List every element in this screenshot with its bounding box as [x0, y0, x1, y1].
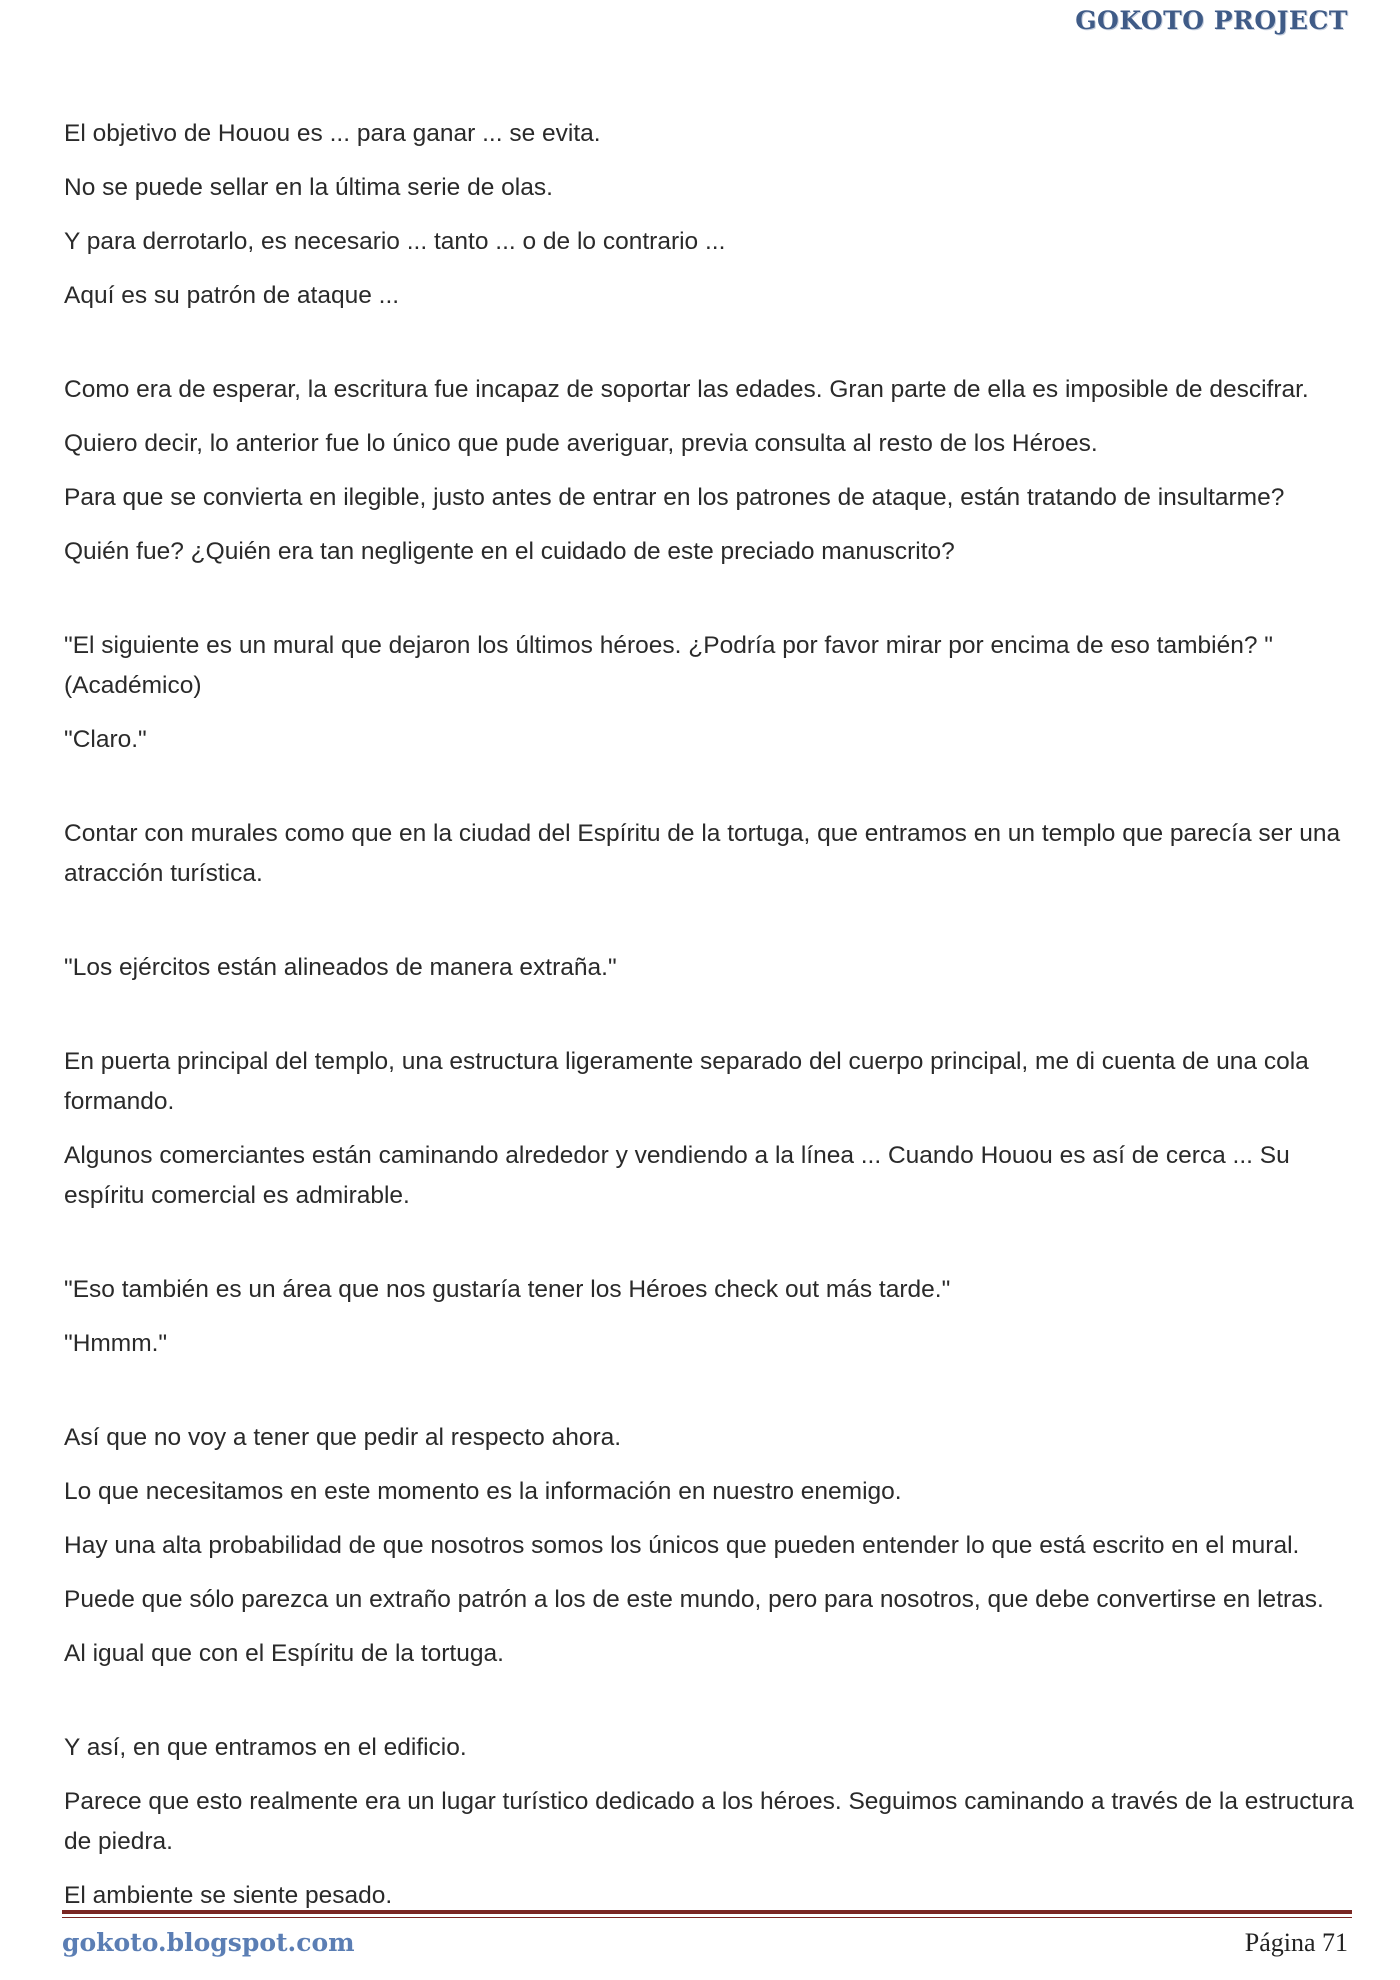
- paragraph: El objetivo de Houou es ... para ganar ... se evita.: [64, 120, 601, 147]
- paragraph-gap: [64, 586, 1354, 626]
- paragraph: Como era de esperar, la escritura fue incapaz de soportar las edades. Gran parte de ella es imposible de descifrar.: [64, 376, 1309, 403]
- footer-rule-thin: [62, 1917, 1352, 1918]
- footer-site-link[interactable]: gokoto.blogspot.com: [62, 1928, 355, 1957]
- paragraph-gap: [64, 1002, 1354, 1042]
- paragraph: Parece que esto realmente era un lugar turístico dedicado a los héroes. Seguimos caminando a través de la estructura de piedra.: [64, 1788, 1354, 1855]
- paragraph-gap: [64, 774, 1354, 814]
- paragraph-gap: [64, 908, 1354, 948]
- header-brand: GOKOTO PROJECT: [1075, 6, 1348, 35]
- paragraph: En puerta principal del templo, una estructura ligeramente separado del cuerpo principal, me di cuenta de una cola formando.: [64, 1048, 1309, 1115]
- paragraph: "Eso también es un área que nos gustaría tener los Héroes check out más tarde.": [64, 1276, 951, 1303]
- paragraph: Quiero decir, lo anterior fue lo único que pude averiguar, previa consulta al resto de los Héroes.: [64, 430, 1098, 457]
- paragraph: Aquí es su patrón de ataque ...: [64, 282, 400, 309]
- paragraph-gap: [64, 330, 1354, 370]
- paragraph: Para que se convierta en ilegible, justo antes de entrar en los patrones de ataque, están tratando de insultarme?: [64, 484, 1285, 511]
- paragraph: Lo que necesitamos en este momento es la información en nuestro enemigo.: [64, 1478, 902, 1505]
- paragraph: Contar con murales como que en la ciudad del Espíritu de la tortuga, que entramos en un templo que parecía ser una atracción turística.: [64, 820, 1341, 887]
- paragraph: Así que no voy a tener que pedir al respecto ahora.: [64, 1424, 622, 1451]
- paragraph-gap: [64, 1378, 1354, 1418]
- paragraph: Quién fue? ¿Quién era tan negligente en el cuidado de este preciado manuscrito?: [64, 538, 955, 565]
- paragraph: "El siguiente es un mural que dejaron los últimos héroes. ¿Podría por favor mirar por encima de eso también? "(Académico): [64, 632, 1273, 699]
- paragraph: Hay una alta probabilidad de que nosotros somos los únicos que pueden entender lo que está escrito en el mural.: [64, 1532, 1300, 1559]
- paragraph-gap: [64, 1688, 1354, 1728]
- footer-page-number: Página 71: [1244, 1928, 1348, 1957]
- paragraph: "Claro.": [64, 726, 147, 753]
- page-body: [64, 114, 1354, 1930]
- paragraph: Al igual que con el Espíritu de la tortuga.: [64, 1640, 504, 1667]
- paragraph: Algunos comerciantes están caminando alrededor y vendiendo a la línea ... Cuando Houou es así de cerca ... Su espíritu comercial es admirable.: [64, 1142, 1290, 1209]
- paragraph: "Los ejércitos están alineados de manera extraña.": [64, 954, 617, 981]
- paragraph: "Hmmm.": [64, 1330, 168, 1357]
- paragraph-gap: [64, 1230, 1354, 1270]
- footer-rule: [62, 1910, 1352, 1914]
- paragraph: Puede que sólo parezca un extraño patrón a los de este mundo, pero para nosotros, que debe convertirse en letras.: [64, 1586, 1324, 1613]
- paragraph: Y para derrotarlo, es necesario ... tanto ... o de lo contrario ...: [64, 228, 726, 255]
- paragraph: Y así, en que entramos en el edificio.: [64, 1734, 467, 1761]
- paragraph: El ambiente se siente pesado.: [64, 1882, 393, 1909]
- paragraph: No se puede sellar en la última serie de olas.: [64, 174, 553, 201]
